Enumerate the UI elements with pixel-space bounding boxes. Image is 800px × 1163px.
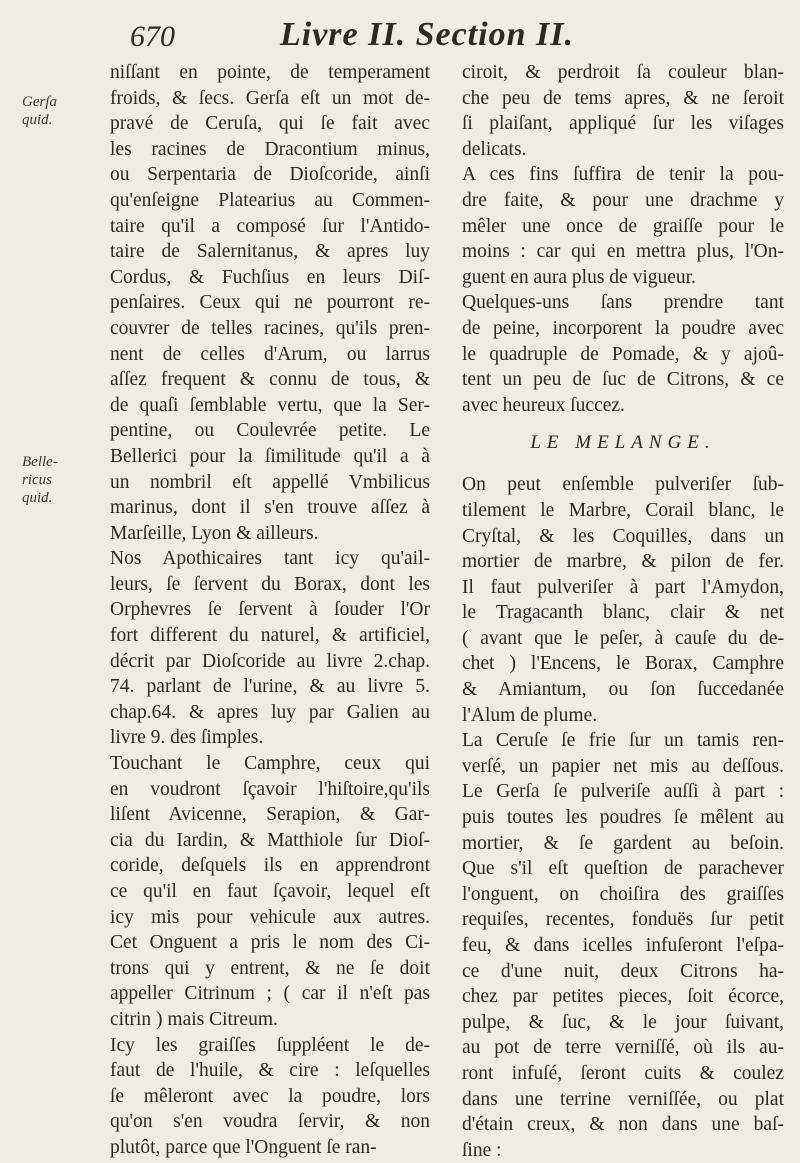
- text-line: Icy les graiſſes ſuppléent le de-: [110, 1034, 430, 1056]
- running-title: Livre II. Section II.: [280, 16, 574, 53]
- text-line: un nombril eſt appellé Vmbilicus: [110, 471, 430, 493]
- text-line: pravé de Ceruſa, qui ſe fait avec: [110, 113, 430, 135]
- text-line: Que s'il eſt queſtion de parachever: [462, 858, 784, 880]
- text-line: Cordus, & Fuchſius en leurs Diſ-: [110, 266, 430, 288]
- text-line: fort different du naturel, & artificiel,: [110, 625, 430, 647]
- text-line: ou Serpentaria de Dioſcoride, ainſi: [110, 164, 430, 186]
- text-line: décrit par Dioſcoride au livre 2.chap.: [110, 650, 430, 672]
- text-line: au pot de terre verniſſé, où ils au-: [462, 1037, 784, 1059]
- margin-note-line: quid.: [22, 490, 53, 506]
- text-line: froids, & ſecs. Gerſa eſt un mot de-: [110, 87, 430, 109]
- text-line: en voudront ſçavoir l'hiſtoire,qu'ils: [110, 778, 430, 800]
- text-line: cia du Iardin, & Matthiole ſur Dioſ-: [110, 829, 430, 851]
- text-line: ( avant que le peſer, à cauſe du de-: [462, 627, 784, 649]
- text-line: ſe mêleront avec la poudre, lors: [110, 1085, 430, 1107]
- text-line: livre 9. des ſimples.: [110, 727, 264, 749]
- text-line: Cet Onguent a pris le nom des Ci-: [110, 932, 430, 954]
- text-line: Il faut pulveriſer à part l'Amydon,: [462, 576, 784, 598]
- text-line: couvrer de telles racines, qu'ils pren-: [110, 317, 430, 339]
- text-line: de quaſi ſemblable vertu, que la Ser-: [110, 394, 430, 416]
- text-line: d'étain creux, & non dans une baſ-: [462, 1114, 784, 1136]
- text-line: l'Alum de plume.: [462, 704, 598, 726]
- text-line: faut de l'huile, & cire : leſquelles: [110, 1060, 430, 1082]
- text-line: liſent Avicenne, Serapion, & Gar-: [110, 804, 430, 826]
- text-line: requiſes, recentes, fonduës ſur petit: [462, 909, 784, 931]
- text-line: Quelques-uns ſans prendre tant: [462, 292, 784, 314]
- text-line: dre faite, & pour une drachme y: [462, 189, 784, 211]
- text-line: penſaires. Ceux qui ne pourront re-: [110, 292, 430, 314]
- page-header: [0, 10, 800, 60]
- text-line: coride, deſquels ils en apprendront: [110, 855, 430, 877]
- text-line: chap.64. & apres luy par Galien au: [110, 701, 430, 723]
- margin-note-line: Gerſa: [22, 94, 57, 110]
- text-line: verſé, un papier net mis au deſſous.: [462, 755, 784, 777]
- text-line: ſine :: [462, 1139, 502, 1161]
- text-line: trons qui y entrent, & ne ſe doit: [110, 957, 430, 979]
- text-line: taire de Salernitanus, & apres luy: [110, 241, 430, 263]
- text-line: Cryſtal, & les Coquilles, dans un: [462, 525, 784, 547]
- text-line: chet ) l'Encens, le Borax, Camphre: [462, 653, 784, 675]
- text-line: tilement le Marbre, Corail blanc, le: [462, 499, 784, 521]
- margin-note-line: ricus: [22, 472, 52, 488]
- text-line: feu, & dans icelles infuſeront l'eſpa-: [462, 935, 784, 956]
- text-line: qu'enſeigne Platearius au Commen-: [110, 189, 430, 211]
- text-line: qu'on s'en voudra ſervir, & non: [110, 1111, 430, 1133]
- text-line: mortier de marbre, & pilon de fer.: [462, 551, 784, 573]
- text-line: tent un peu de ſuc de Citrons, & ce: [462, 369, 784, 391]
- text-line: ront infuſé, ſeront cuits & coulez: [462, 1062, 784, 1084]
- section-heading: LE MELANGE.: [530, 432, 716, 454]
- text-line: les racines de Dracontium minus,: [110, 138, 430, 160]
- right-column-melange-text: [462, 472, 784, 1163]
- text-line: appeller Citrinum ; ( car il n'eſt pas: [110, 983, 430, 1005]
- page-number: 670: [130, 20, 175, 53]
- text-line: puis toutes les poudres ſe mêlent au: [462, 807, 784, 829]
- margin-note-gersa: [22, 93, 92, 129]
- text-line: marinus, dont il s'en trouve aſſez à: [110, 497, 430, 519]
- text-line: & Amiantum, ou ſon ſuccedanée: [462, 679, 784, 701]
- text-line: Bellerici pour la ſimilitude qu'il a à: [110, 445, 430, 467]
- text-line: Le Gerſa ſe pulveriſe auſſi à part :: [462, 781, 784, 803]
- text-line: ce d'une nuit, deux Citrons ha-: [462, 960, 784, 982]
- text-line: mêler une once de graiſſe pour le: [462, 215, 784, 237]
- text-line: On peut enſemble pulveriſer ſub-: [462, 474, 784, 496]
- right-text-column: [462, 60, 784, 1163]
- text-line: dans une terrine verniſſée, ou plat: [462, 1088, 784, 1110]
- margin-note-line: Belle-: [22, 454, 58, 470]
- text-line: citrin ) mais Citreum.: [110, 1008, 278, 1030]
- text-line: niſſant en pointe, de temperament: [110, 62, 430, 83]
- text-line: icy mis pour vehicule aux autres.: [110, 906, 430, 928]
- text-line: A ces fins ſuffira de tenir la pou-: [462, 164, 784, 186]
- text-line: de peine, incorporent la poudre avec: [462, 317, 784, 339]
- text-line: 74. parlant de l'urine, & au livre 5.: [110, 676, 430, 698]
- text-line: guent en aura plus de vigueur.: [462, 266, 696, 288]
- text-line: pentine, ou Coulevrée petite. Le: [110, 420, 430, 442]
- text-line: Touchant le Camphre, ceux qui: [110, 753, 430, 775]
- text-line: che peu de tems apres, & ne ſeroit: [462, 87, 784, 109]
- text-line: leurs, ſe ſervent du Borax, dont les: [110, 573, 430, 595]
- text-line: le quadruple de Pomade, & y ajoû-: [462, 343, 784, 365]
- text-line: mortier, & ſe gardent au beſoin.: [462, 832, 784, 854]
- text-line: avec heureux ſuccez.: [462, 394, 625, 416]
- left-text-column: [110, 60, 430, 1161]
- text-line: Marſeille, Lyon & ailleurs.: [110, 522, 319, 544]
- text-line: Orphevres ſe ſervent à ſouder l'Or: [110, 599, 430, 621]
- margin-note-line: quid.: [22, 112, 53, 128]
- text-line: Nos Apothicaires tant icy qu'ail-: [110, 548, 430, 570]
- text-line: l'onguent, on choiſira des graiſſes: [462, 883, 784, 905]
- text-line: moins : car qui en mettra plus, l'On-: [462, 241, 784, 263]
- text-line: La Ceruſe ſe frie ſur un tamis ren-: [462, 730, 784, 752]
- text-line: chez par petites pieces, ſoit écorce,: [462, 986, 784, 1008]
- text-line: ſi plaiſant, appliqué ſur les viſages: [462, 113, 784, 135]
- text-line: plutôt, parce que l'Onguent ſe ran-: [110, 1136, 377, 1158]
- text-line: ciroit, & perdroit ſa couleur blan-: [462, 62, 784, 83]
- text-line: ce qu'il en faut ſçavoir, lequel eſt: [110, 881, 430, 902]
- text-line: nent de celles d'Arum, ou larrus: [110, 343, 430, 365]
- margin-note-bellericus: [22, 453, 92, 507]
- right-column-paragraphs: [462, 60, 784, 418]
- text-line: pulpe, & ſuc, & le jour ſuivant,: [462, 1011, 784, 1033]
- text-line: taire qu'il a composé ſur l'Antido-: [110, 215, 430, 237]
- text-line: delicats.: [462, 138, 527, 160]
- text-line: le Tragacanth blanc, clair & net: [462, 602, 784, 624]
- text-line: aſſez frequent & connu de tous, &: [110, 369, 430, 391]
